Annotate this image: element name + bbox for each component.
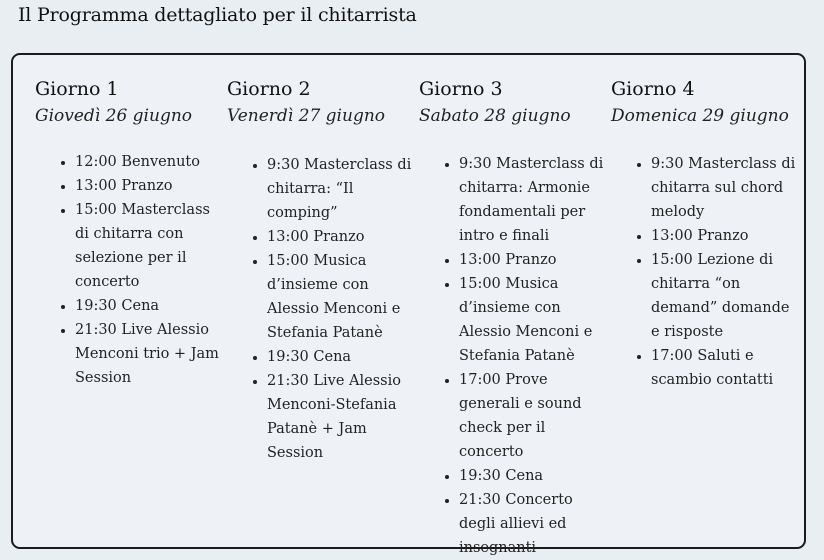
day-date: Domenica 29 giugno bbox=[611, 106, 789, 126]
schedule-item: • 15:00 Musica d’insieme con Alessio Menconi e Stefania Patanè bbox=[267, 249, 417, 345]
schedule-item: • 9:30 Masterclass di chitarra: Armonie fondamentali per intro e finali bbox=[459, 152, 609, 248]
day-date: Venerdì 27 giugno bbox=[227, 106, 386, 126]
schedule-item: • 15:00 Masterclass di chitarra con selezione per il concerto bbox=[75, 198, 225, 294]
day-column-2 bbox=[227, 75, 413, 461]
day-date: Sabato 28 giugno bbox=[419, 106, 571, 126]
schedule-item: • 15:00 Musica d’insieme con Alessio Menconi e Stefania Patanè bbox=[459, 272, 609, 368]
day-title: Giorno 2 bbox=[227, 78, 311, 100]
day-column-4 bbox=[611, 75, 797, 388]
schedule-item: • 19:30 Cena bbox=[267, 345, 417, 369]
schedule-item: • 19:30 Cena bbox=[75, 294, 225, 318]
schedule-item: • 21:30 Concerto degli allievi ed insegnanti bbox=[459, 488, 609, 560]
day-title: Giorno 3 bbox=[419, 78, 503, 100]
schedule-item: • 15:00 Lezione di chitarra “on demand” domande e risposte bbox=[651, 248, 801, 344]
schedule-item: • 21:30 Live Alessio Menconi-Stefania Patanè + Jam Session bbox=[267, 369, 417, 465]
day-title: Giorno 4 bbox=[611, 78, 695, 100]
schedule-item: • 19:30 Cena bbox=[459, 464, 609, 488]
schedule-item: • 21:30 Live Alessio Menconi trio + Jam Session bbox=[75, 318, 225, 390]
schedule-list bbox=[35, 150, 225, 390]
page-title: Il Programma dettagliato per il chitarrista bbox=[18, 4, 417, 26]
schedule-item: • 17:00 Prove generali e sound check per il concerto bbox=[459, 368, 609, 464]
schedule-item: • 13:00 Pranzo bbox=[75, 174, 225, 198]
program-card bbox=[11, 53, 806, 556]
schedule-item: • 13:00 Pranzo bbox=[267, 225, 417, 249]
day-title: Giorno 1 bbox=[35, 78, 119, 100]
schedule-item: • 9:30 Masterclass di chitarra sul chord melody bbox=[651, 152, 801, 224]
schedule-item: • 17:00 Saluti e scambio contatti bbox=[651, 344, 801, 392]
schedule-item: • 9:30 Masterclass di chitarra: “Il comping” bbox=[267, 153, 417, 225]
day-column-3 bbox=[419, 75, 605, 556]
schedule-list bbox=[419, 152, 609, 560]
day-column-1 bbox=[35, 75, 221, 386]
schedule-item: • 13:00 Pranzo bbox=[459, 248, 609, 272]
day-date: Giovedì 26 giugno bbox=[35, 106, 193, 126]
schedule-item: • 12:00 Benvenuto bbox=[75, 150, 225, 174]
schedule-list bbox=[227, 153, 417, 465]
schedule-list bbox=[611, 152, 801, 392]
schedule-item: • 13:00 Pranzo bbox=[651, 224, 801, 248]
